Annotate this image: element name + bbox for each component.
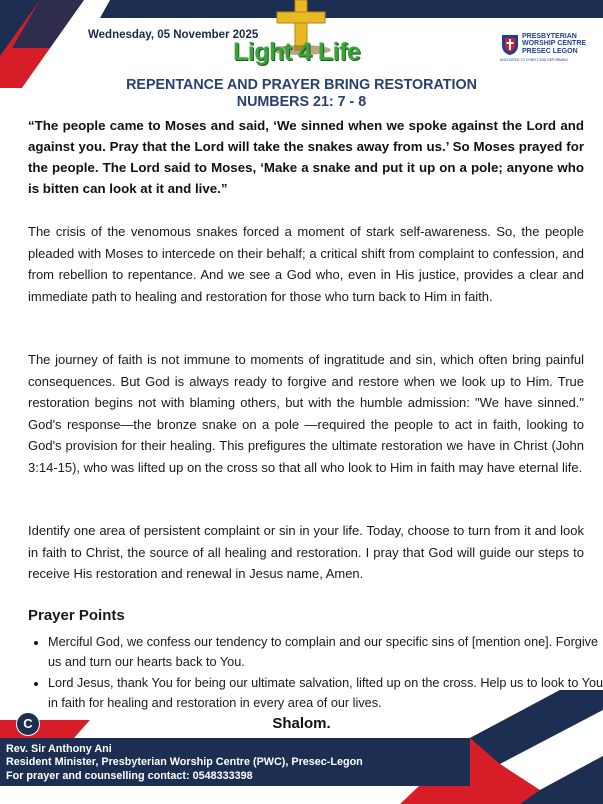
paragraph-3: Identify one area of persistent complaint or sin in your life. Today, choose to turn from it and look in faith to Christ, the source of all healing and restoration. I pray that God will guide our steps to receive His restoration and renewal in Jesus name, Amen. bbox=[28, 523, 584, 581]
prayer-points-title: Prayer Points bbox=[28, 607, 125, 624]
page-title: REPENTANCE AND PRAYER BRING RESTORATION bbox=[126, 77, 477, 93]
footer-badge-icon: C bbox=[16, 712, 40, 736]
date: Wednesday, 05 November 2025 bbox=[88, 29, 259, 41]
prayer-point: • Merciful God, we confess our tendency to complain and our specific sins of [mention one]. Forgive us and turn our hearts back to You. bbox=[48, 633, 603, 672]
logo-title: Light 4 Life bbox=[233, 38, 361, 66]
scripture-verse: “The people came to Moses and said, ‘We sinned when we spoke against the Lord and against you. Pray that the Lord will take the snakes away from us.’ So Moses prayed for the people. The Lord said to Moses, ‘Make a snake and put it up on a pole; anyone who is bitten can look at it and live.” bbox=[28, 118, 584, 196]
paragraph-2: The journey of faith is not immune to moments of ingratitude and sin, which often bring painful consequences. But God is always ready to forgive and restore when we look up to Him. True restoration begins not with blaming others, but with the humble admission: "We have sinned." God's response—the bronze snake on a pole —required the people to act in faith, looking to God's provision for their healing. This prefigures the ultimate restoration we have in Christ (John 3:14-15), who was lifted up on the cross so that all who look to Him in faith may have eternal life. bbox=[28, 352, 584, 475]
church-name: PRESBYTERIAN WORSHIP CENTRE PRESEC LEGON bbox=[522, 33, 587, 55]
devotional-heading bbox=[0, 77, 603, 111]
minister-name: Rev. Sir Anthony Ani bbox=[6, 743, 112, 755]
church-crest-icon bbox=[500, 33, 520, 55]
church-logo bbox=[500, 33, 603, 63]
church-tagline: ANCHORED TO CHRIST AND REFORMING bbox=[500, 58, 569, 62]
paragraph-1: The crisis of the venomous snakes forced a moment of stark self-awareness. So, the people pleaded with Moses to intercede on their behalf; a critical shift from complaint to confession, and from rebellion to repentance. And we see a God who, even in His justice, provides a clear and immediate path to healing and restoration for those who turn back to Him in faith. bbox=[28, 224, 584, 304]
contact-info: For prayer and counselling contact: 0548333398 bbox=[6, 769, 253, 782]
closing-text: Shalom. bbox=[272, 715, 331, 732]
prayer-points-list bbox=[34, 633, 603, 715]
scripture-reference: NUMBERS 21: 7 - 8 bbox=[236, 94, 367, 110]
minister-role: Resident Minister, Presbyterian Worship Centre (PWC), Presec-Legon bbox=[6, 756, 363, 769]
prayer-point: • Lord Jesus, thank You for being our ultimate salvation, lifted up on the cross. Help us to look to You in faith for healing and restoration in every area of our lives. bbox=[48, 674, 603, 713]
footer-info bbox=[6, 743, 476, 783]
